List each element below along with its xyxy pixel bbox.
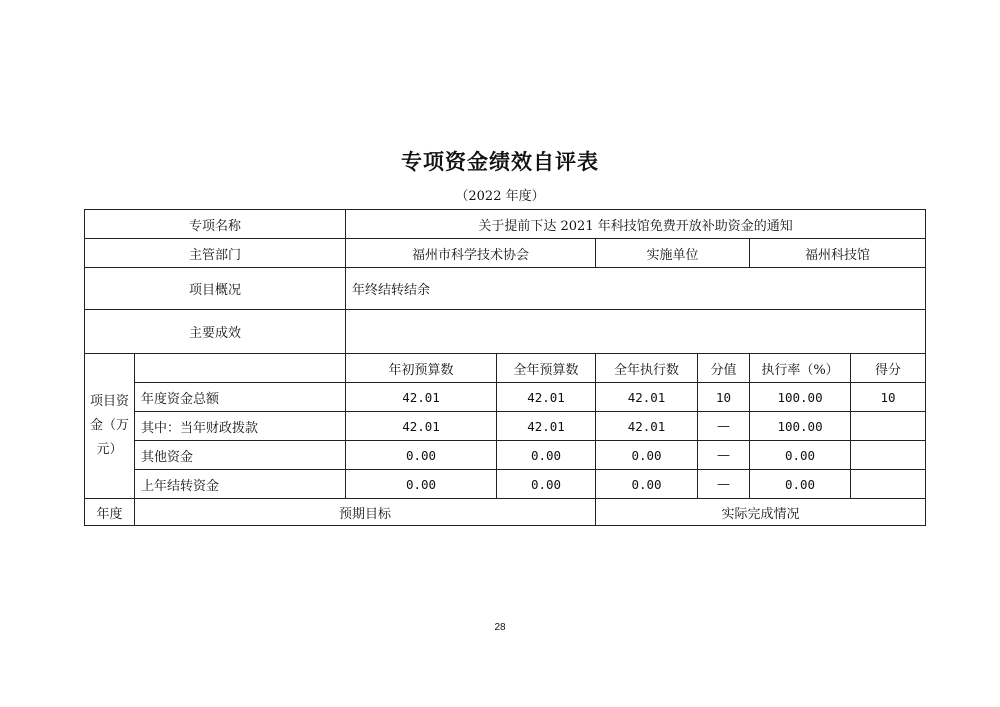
table-row (85, 412, 926, 441)
header-initial-budget: 年初预算数 (346, 354, 497, 383)
header-score: 得分 (851, 354, 926, 383)
performance-table (84, 209, 926, 526)
fund-row-label: 其他资金 (135, 441, 346, 470)
targets-row (85, 499, 926, 526)
actual-label: 实际完成情况 (596, 499, 926, 526)
fund-score (851, 470, 926, 499)
fund-row-label: 其中：当年财政拨款 (135, 412, 346, 441)
overview-value: 年终结转结余 (346, 268, 926, 310)
fund-score-value: — (698, 470, 750, 499)
overview-label: 项目概况 (85, 268, 346, 310)
fund-score-value: — (698, 412, 750, 441)
page-number: 28 (494, 622, 506, 633)
dept-value: 福州市科学技术协会 (346, 239, 596, 268)
fund-row-label: 上年结转资金 (135, 470, 346, 499)
fund-initial: 42.01 (346, 412, 497, 441)
fund-rate: 0.00 (750, 441, 851, 470)
header-executed: 全年执行数 (596, 354, 698, 383)
project-name-label: 专项名称 (85, 210, 346, 239)
document-subtitle: （2022 年度） (455, 189, 545, 204)
fund-rate: 100.00 (750, 412, 851, 441)
fund-rate: 0.00 (750, 470, 851, 499)
project-name-value: 关于提前下达 2021 年科技馆免费开放补助资金的通知 (346, 210, 926, 239)
fund-rate: 100.00 (750, 383, 851, 412)
document-title: 专项资金绩效自评表 (401, 150, 599, 174)
fund-score (851, 441, 926, 470)
fund-executed: 42.01 (596, 383, 698, 412)
funds-header-blank (135, 354, 346, 383)
fund-initial: 0.00 (346, 441, 497, 470)
fund-score-value: 10 (698, 383, 750, 412)
fund-initial: 42.01 (346, 383, 497, 412)
results-value (346, 310, 926, 354)
results-label: 主要成效 (85, 310, 346, 354)
header-execution-rate: 执行率（%） (750, 354, 851, 383)
fund-initial: 0.00 (346, 470, 497, 499)
fund-row-label: 年度资金总额 (135, 383, 346, 412)
header-annual-budget: 全年预算数 (497, 354, 596, 383)
fund-annual: 0.00 (497, 441, 596, 470)
fund-annual: 42.01 (497, 383, 596, 412)
table-row (85, 470, 926, 499)
results-row (85, 310, 926, 354)
year-label: 年度 (85, 499, 135, 526)
funds-header-row (85, 354, 926, 383)
fund-annual: 42.01 (497, 412, 596, 441)
unit-value: 福州科技馆 (750, 239, 926, 268)
target-label: 预期目标 (135, 499, 596, 526)
fund-executed: 0.00 (596, 470, 698, 499)
table-row (85, 441, 926, 470)
fund-score-value: — (698, 441, 750, 470)
overview-row (85, 268, 926, 310)
dept-label: 主管部门 (85, 239, 346, 268)
fund-executed: 0.00 (596, 441, 698, 470)
project-name-row (85, 210, 926, 239)
fund-score: 10 (851, 383, 926, 412)
unit-label: 实施单位 (596, 239, 750, 268)
fund-score (851, 412, 926, 441)
fund-executed: 42.01 (596, 412, 698, 441)
department-row (85, 239, 926, 268)
header-score-value: 分值 (698, 354, 750, 383)
fund-annual: 0.00 (497, 470, 596, 499)
funds-group-label: 项目资金（万元） (85, 354, 135, 499)
table-row (85, 383, 926, 412)
